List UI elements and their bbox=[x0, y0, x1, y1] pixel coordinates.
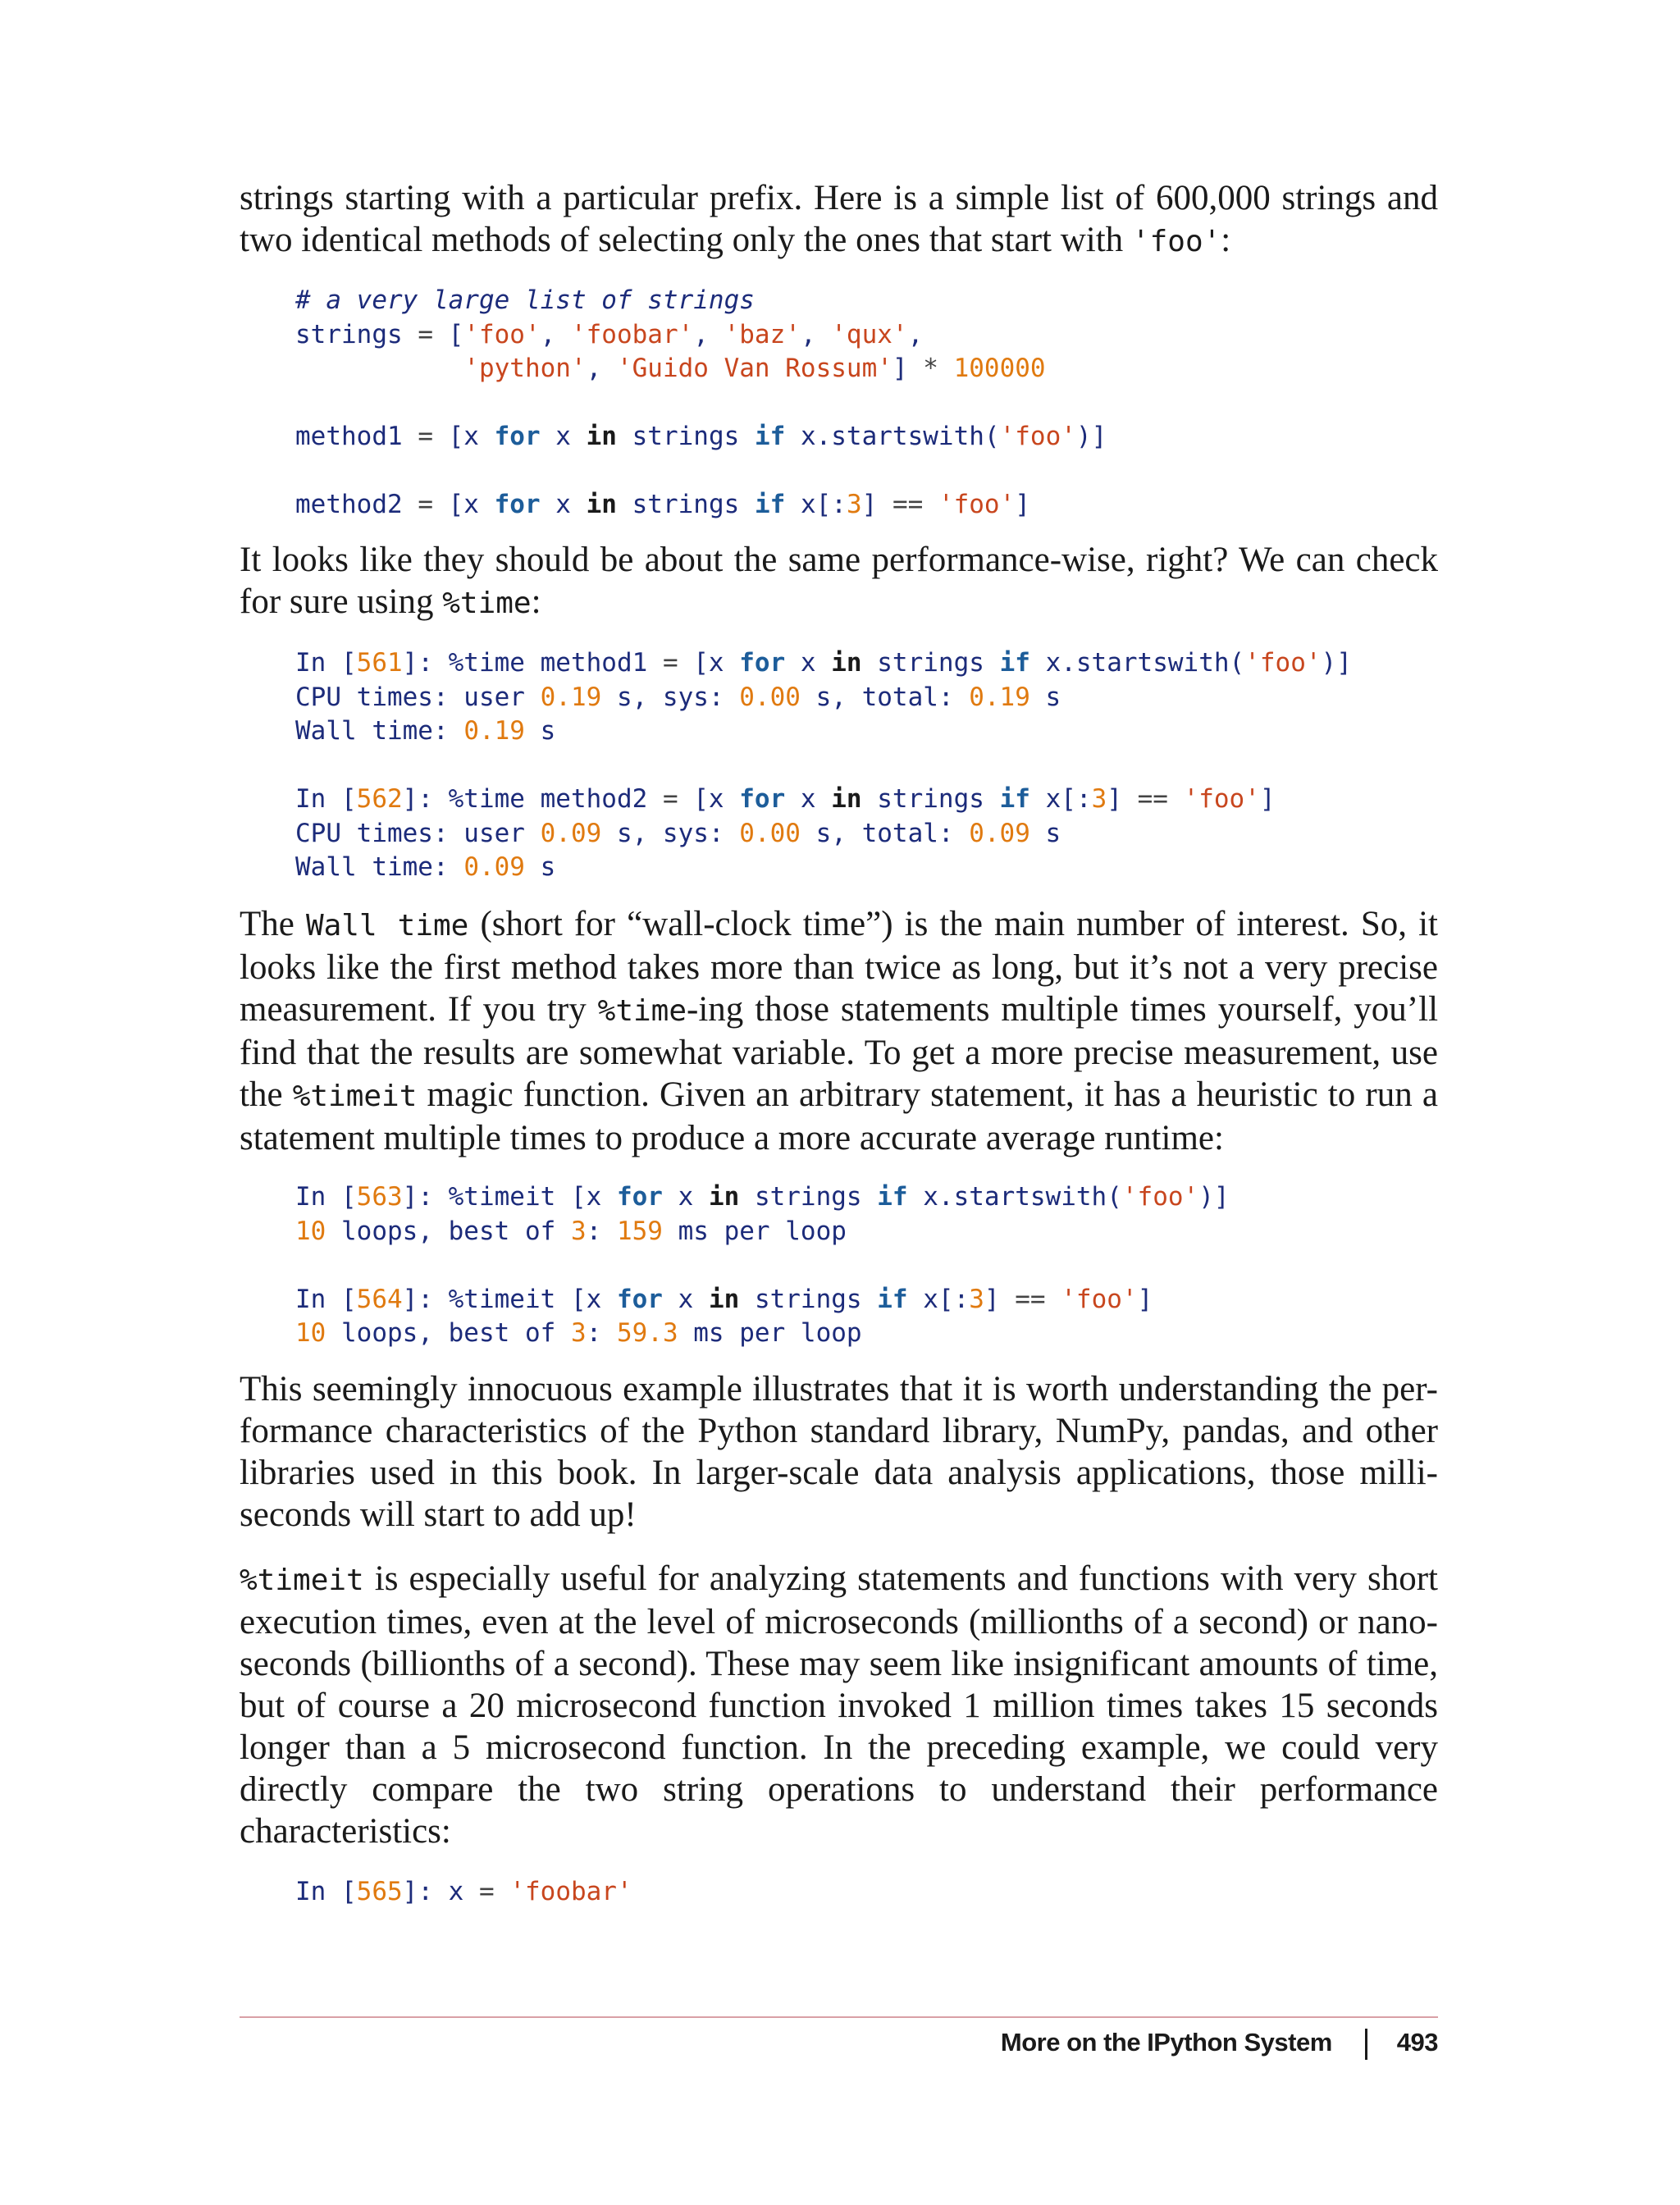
code-token: in bbox=[708, 1182, 740, 1212]
code-token: 0.19 bbox=[969, 682, 1030, 712]
code-line bbox=[295, 749, 1352, 783]
text-run: for sure using bbox=[240, 582, 443, 621]
code-token: : bbox=[586, 1318, 617, 1348]
code-line bbox=[295, 1249, 1230, 1283]
code-line bbox=[295, 1283, 1230, 1317]
code-token: * bbox=[923, 354, 938, 383]
code-token: In [ bbox=[295, 1877, 357, 1906]
text-line bbox=[240, 1074, 1438, 1117]
code-token: [x bbox=[678, 784, 740, 814]
code-token: 'foo' bbox=[999, 422, 1076, 451]
text-run: The bbox=[240, 905, 306, 943]
text-line bbox=[240, 1601, 1438, 1643]
text-run: execution times, even at the level of microseconds (millionths of a second) or nano- bbox=[240, 1603, 1438, 1641]
text-run: two identical methods of selecting only the ones that start with bbox=[240, 221, 1132, 259]
code-token: strings bbox=[861, 784, 1000, 814]
code-token: 59.3 bbox=[616, 1318, 678, 1348]
code-token: for bbox=[494, 422, 541, 451]
code-token: 0.09 bbox=[463, 852, 525, 882]
code-token: Wall time: bbox=[295, 716, 464, 746]
text-line bbox=[240, 1769, 1438, 1810]
text-run: looks like the first method takes more than twice as long, but it’s not a very precise bbox=[240, 948, 1438, 987]
code-token: == bbox=[1015, 1284, 1046, 1314]
code-token: 100000 bbox=[953, 354, 1046, 383]
text-run: seconds will start to add up! bbox=[240, 1495, 637, 1534]
code-token: [x bbox=[432, 490, 495, 519]
text-run: directly compare the two string operations to understand their performance bbox=[240, 1770, 1438, 1809]
code-token: 561 bbox=[356, 648, 403, 678]
code-token: in bbox=[831, 784, 862, 814]
code-token: ] bbox=[892, 354, 924, 383]
code-token: 'foo' bbox=[1244, 648, 1322, 678]
code-token: x bbox=[540, 490, 587, 519]
code-token: = bbox=[418, 319, 433, 349]
text-line bbox=[240, 1032, 1438, 1074]
code-token: : bbox=[586, 1216, 617, 1246]
code-token: s, total: bbox=[800, 818, 970, 848]
paragraph-timeit-usage bbox=[240, 1558, 1438, 1852]
code-token: 3 bbox=[570, 1216, 587, 1246]
code-token: 'foobar' bbox=[509, 1877, 632, 1906]
code-block-foobar bbox=[295, 1875, 632, 1910]
text-line bbox=[240, 1452, 1438, 1494]
code-token: 'Guido Van Rossum' bbox=[616, 354, 892, 383]
code-token bbox=[495, 1877, 510, 1906]
code-token: x.startswith( bbox=[785, 422, 1000, 451]
code-line bbox=[295, 783, 1352, 817]
code-token: )] bbox=[1321, 648, 1352, 678]
text-run: but of course a 20 microsecond function invoked 1 million times takes 15 seconds bbox=[240, 1687, 1438, 1725]
code-token: 'foo' bbox=[1061, 1284, 1138, 1314]
code-line bbox=[295, 454, 1107, 489]
code-token: x[: bbox=[907, 1284, 970, 1314]
code-token: ]: %timeit [x bbox=[402, 1182, 617, 1212]
code-token: if bbox=[877, 1182, 908, 1212]
code-token: ]: %time method1 bbox=[402, 648, 663, 678]
code-token: = bbox=[662, 784, 678, 814]
text-run: find that the results are somewhat variable. To get a more precise measurement, use bbox=[240, 1034, 1438, 1072]
text-line bbox=[240, 1685, 1438, 1727]
paragraph-intro bbox=[240, 177, 1438, 262]
code-token: for bbox=[739, 648, 786, 678]
code-token: in bbox=[831, 648, 862, 678]
text-line bbox=[240, 1494, 1438, 1536]
code-token: strings bbox=[616, 422, 755, 451]
code-token: 3 bbox=[969, 1284, 984, 1314]
code-token: , bbox=[540, 319, 571, 349]
code-token: Wall time: bbox=[295, 852, 464, 882]
code-token: , bbox=[693, 319, 724, 349]
text-run: : bbox=[1221, 221, 1231, 259]
code-token: 563 bbox=[356, 1182, 403, 1212]
code-token: , bbox=[800, 319, 832, 349]
code-token: s bbox=[1029, 682, 1061, 712]
paragraph-wall-time bbox=[240, 903, 1438, 1159]
code-line bbox=[295, 714, 1352, 749]
code-line bbox=[295, 1215, 1230, 1249]
code-token: s bbox=[524, 716, 556, 746]
code-token: x[: bbox=[785, 490, 847, 519]
code-token: , bbox=[586, 354, 617, 383]
footer-section-title: More on the IPython System bbox=[1000, 2028, 1332, 2057]
code-token: 0.19 bbox=[540, 682, 602, 712]
code-token: if bbox=[999, 648, 1030, 678]
code-token: ]: x bbox=[402, 1877, 479, 1906]
code-line bbox=[295, 1317, 1230, 1351]
code-token: In [ bbox=[295, 648, 357, 678]
code-token: 3 bbox=[1091, 784, 1107, 814]
footer-rule bbox=[240, 2016, 1438, 2018]
code-token: In [ bbox=[295, 1284, 357, 1314]
code-token: 'qux' bbox=[831, 319, 908, 349]
code-token: s, sys: bbox=[601, 818, 740, 848]
text-run: longer than a 5 microsecond function. In the preceding example, we could very bbox=[240, 1728, 1438, 1767]
inline-code: %time bbox=[442, 587, 532, 620]
text-run: measurement. If you try bbox=[240, 990, 598, 1029]
code-token: method2 bbox=[295, 490, 418, 519]
text-line bbox=[240, 177, 1438, 219]
text-run: formance characteristics of the Python standard library, NumPy, pandas, and other bbox=[240, 1412, 1438, 1450]
code-line bbox=[295, 1180, 1230, 1215]
text-run: strings starting with a particular prefix. Here is a simple list of 600,000 strings and bbox=[240, 179, 1438, 217]
code-token: CPU times: user bbox=[295, 818, 541, 848]
code-line bbox=[295, 284, 1107, 318]
code-token: x bbox=[785, 784, 832, 814]
code-token: ms per loop bbox=[678, 1318, 862, 1348]
page-number: 493 bbox=[1396, 2028, 1438, 2057]
text-line bbox=[240, 1558, 1438, 1601]
paragraph-performance-question bbox=[240, 539, 1438, 624]
inline-code: 'foo' bbox=[1131, 225, 1221, 258]
text-line bbox=[240, 1368, 1438, 1410]
code-line bbox=[295, 386, 1107, 421]
code-token: 'foo' bbox=[938, 490, 1016, 519]
code-token: 3 bbox=[570, 1318, 587, 1348]
code-line bbox=[295, 1875, 632, 1910]
code-token: 565 bbox=[356, 1877, 403, 1906]
code-token: ] bbox=[984, 1284, 1016, 1314]
inline-code: %time bbox=[597, 994, 687, 1028]
code-token: ]: %time method2 bbox=[402, 784, 663, 814]
code-token: [x bbox=[432, 422, 495, 451]
code-token: strings bbox=[616, 490, 755, 519]
text-line bbox=[240, 988, 1438, 1032]
code-token: if bbox=[754, 422, 786, 451]
text-run: -ing those statements multiple times yourself, you’ll bbox=[687, 990, 1439, 1029]
code-token: 0.00 bbox=[739, 682, 801, 712]
code-token: x bbox=[662, 1284, 709, 1314]
text-line bbox=[240, 1410, 1438, 1452]
code-token: in bbox=[708, 1284, 740, 1314]
text-run: : bbox=[531, 582, 541, 621]
code-token: x bbox=[785, 648, 832, 678]
code-line bbox=[295, 681, 1352, 715]
code-token: 0.00 bbox=[739, 818, 801, 848]
code-line bbox=[295, 646, 1352, 681]
text-run: magic function. Given an arbitrary statement, it has a heuristic to run a bbox=[417, 1075, 1438, 1114]
footer-separator bbox=[1365, 2029, 1367, 2060]
text-run: statement multiple times to produce a more accurate average runtime: bbox=[240, 1119, 1224, 1157]
code-token: 0.09 bbox=[969, 818, 1030, 848]
code-token: s bbox=[524, 852, 556, 882]
code-token: x[: bbox=[1029, 784, 1092, 814]
code-token: 10 bbox=[295, 1216, 326, 1246]
code-token: [ bbox=[432, 319, 464, 349]
code-block-timeit bbox=[295, 1180, 1230, 1351]
code-token bbox=[1046, 1285, 1061, 1314]
code-token: in bbox=[586, 422, 617, 451]
code-token: loops, best of bbox=[326, 1216, 571, 1246]
text-run: (short for “wall-clock time”) is the main number of interest. So, it bbox=[468, 905, 1438, 943]
code-token: if bbox=[999, 784, 1030, 814]
code-token: ] bbox=[861, 490, 892, 519]
code-token: CPU times: user bbox=[295, 682, 541, 712]
code-token: ]: %timeit [x bbox=[402, 1284, 617, 1314]
paragraph-innocuous-example bbox=[240, 1368, 1438, 1536]
code-token: ] bbox=[1259, 784, 1276, 814]
code-token: 0.09 bbox=[540, 818, 602, 848]
code-token: 'foo' bbox=[463, 319, 541, 349]
text-run: characteristics: bbox=[240, 1812, 451, 1851]
code-token: strings bbox=[861, 648, 1000, 678]
code-token: loops, best of bbox=[326, 1318, 571, 1348]
code-block-time bbox=[295, 646, 1352, 885]
code-token: = bbox=[662, 648, 678, 678]
text-line bbox=[240, 581, 1438, 624]
code-token: )] bbox=[1198, 1182, 1230, 1212]
code-token bbox=[1168, 784, 1184, 814]
code-line bbox=[295, 352, 1107, 386]
code-token: = bbox=[418, 422, 433, 451]
text-line bbox=[240, 1727, 1438, 1769]
inline-code: %timeit bbox=[240, 1564, 364, 1597]
code-token: if bbox=[877, 1284, 908, 1314]
code-token: strings bbox=[739, 1284, 878, 1314]
code-token: x bbox=[540, 422, 587, 451]
text-line bbox=[240, 219, 1438, 262]
code-token: for bbox=[739, 784, 786, 814]
code-token: 'foo' bbox=[1183, 784, 1260, 814]
page-footer bbox=[1001, 2028, 1438, 2060]
code-token: 562 bbox=[356, 784, 403, 814]
code-token: == bbox=[1137, 784, 1168, 814]
code-token: in bbox=[586, 490, 617, 519]
code-token: 3 bbox=[846, 490, 862, 519]
code-token: for bbox=[616, 1284, 663, 1314]
code-token: 'baz' bbox=[724, 319, 801, 349]
code-token: 'foobar' bbox=[570, 319, 694, 349]
code-token: In [ bbox=[295, 1182, 357, 1212]
code-token: 'foo' bbox=[1121, 1182, 1199, 1212]
code-token: for bbox=[616, 1182, 663, 1212]
code-token bbox=[295, 354, 463, 383]
code-token: s bbox=[1029, 818, 1061, 848]
text-line bbox=[240, 903, 1438, 947]
text-line bbox=[240, 1643, 1438, 1685]
code-token: ] bbox=[1137, 1284, 1153, 1314]
text-line bbox=[240, 539, 1438, 581]
text-line bbox=[240, 1117, 1438, 1159]
code-token: strings bbox=[295, 319, 418, 349]
code-block-strings bbox=[295, 284, 1107, 523]
code-token: if bbox=[754, 490, 786, 519]
code-token: = bbox=[418, 490, 433, 519]
code-token: method1 bbox=[295, 422, 418, 451]
code-token: 0.19 bbox=[463, 716, 525, 746]
code-line bbox=[295, 851, 1352, 885]
text-run: libraries used in this book. In larger-scale data analysis applications, those milli- bbox=[240, 1454, 1438, 1492]
code-token: 159 bbox=[616, 1216, 663, 1246]
inline-code: Wall time bbox=[305, 909, 469, 943]
code-token: s, total: bbox=[800, 682, 970, 712]
text-line bbox=[240, 1810, 1438, 1852]
text-line bbox=[240, 947, 1438, 988]
code-token: 564 bbox=[356, 1284, 403, 1314]
code-token: ] bbox=[1107, 784, 1138, 814]
code-line bbox=[295, 817, 1352, 851]
code-token: = bbox=[478, 1877, 495, 1906]
code-token: for bbox=[494, 490, 541, 519]
code-token: s, sys: bbox=[601, 682, 740, 712]
text-run: It looks like they should be about the same performance-wise, right? We can check bbox=[240, 541, 1438, 579]
code-token: # a very large list of strings bbox=[295, 285, 755, 315]
code-token: strings bbox=[739, 1182, 878, 1212]
code-token bbox=[923, 490, 938, 519]
code-token: [x bbox=[678, 648, 740, 678]
code-token: In [ bbox=[295, 784, 357, 814]
code-line bbox=[295, 420, 1107, 454]
code-token: x bbox=[662, 1182, 709, 1212]
code-line bbox=[295, 318, 1107, 353]
text-run: This seemingly innocuous example illustrates that it is worth understanding the per- bbox=[240, 1370, 1438, 1408]
inline-code: %timeit bbox=[292, 1080, 418, 1113]
code-line bbox=[295, 488, 1107, 523]
code-token: , bbox=[907, 319, 924, 349]
text-run: seconds (billionths of a second). These may seem like insignificant amounts of time, bbox=[240, 1645, 1438, 1683]
code-token bbox=[938, 354, 954, 383]
code-token: x.startswith( bbox=[907, 1182, 1122, 1212]
code-token: ms per loop bbox=[662, 1216, 847, 1246]
code-token: 10 bbox=[295, 1318, 326, 1348]
code-token: ] bbox=[1015, 490, 1030, 519]
code-token: == bbox=[892, 490, 924, 519]
code-token: )] bbox=[1075, 422, 1107, 451]
text-run: the bbox=[240, 1075, 293, 1114]
code-token: 'python' bbox=[463, 354, 587, 383]
text-run: is especially useful for analyzing statements and functions with very short bbox=[363, 1559, 1438, 1598]
code-token: x.startswith( bbox=[1029, 648, 1245, 678]
